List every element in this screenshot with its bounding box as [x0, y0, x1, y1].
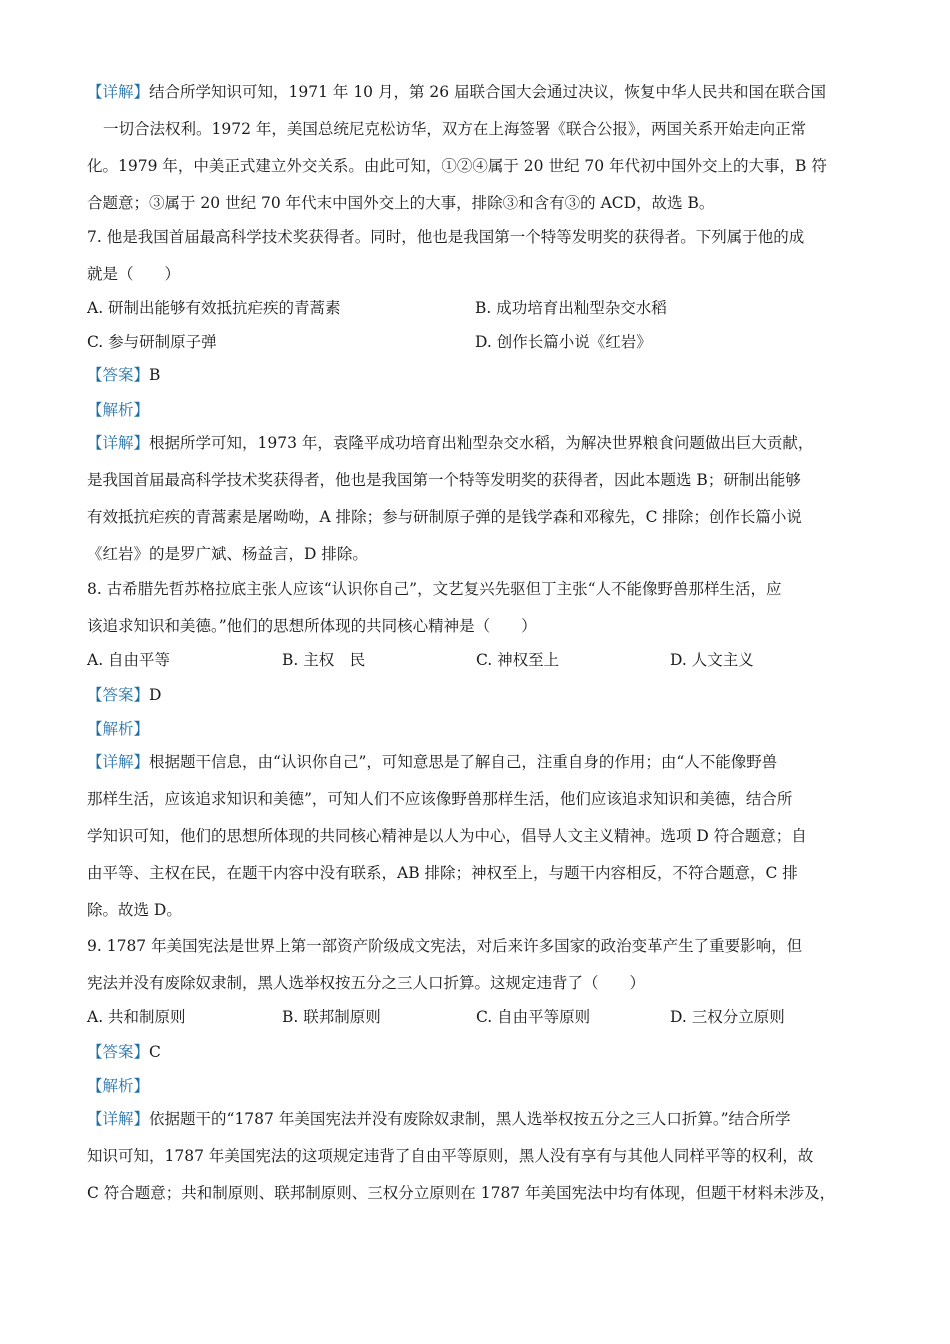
paragraph-line: 一切合法权利。1972 年，美国总统尼克松访华，双方在上海签署《联合公报》，两国关系开始走向正常	[103, 120, 807, 138]
question-stem: 8. 古希腊先哲苏格拉底主张人应该“认识你自己”，文艺复兴先驱但丁主张“人不能像野兽那样生活，应	[87, 580, 782, 598]
answer-line	[87, 683, 161, 705]
detail-text: 根据所学可知，1973 年，袁隆平成功培育出籼型杂交水稻，为解决世界粮食问题做出巨大贡献，	[149, 434, 814, 452]
paragraph-line: 化。1979 年，中美正式建立外交关系。由此可知，①②④属于 20 世纪 70 年代初中国外交上的大事，B 符	[87, 157, 827, 175]
detail-text: 结合所学知识可知，1971 年 10 月，第 26 届联合国大会通过决议，恢复中华人民共和国在联合国	[149, 83, 827, 101]
paragraph-line	[87, 80, 826, 102]
detail-tag: 【详解】	[87, 434, 150, 452]
option-a: A. 研制出能够有效抵抗疟疾的青蒿素	[87, 299, 341, 317]
paragraph-line: 合题意；③属于 20 世纪 70 年代末中国外交上的大事，排除③和含有③的 ACD，故选 B。	[87, 194, 715, 212]
analysis-tag: 【解析】	[87, 1077, 150, 1095]
answer-line	[87, 363, 160, 385]
paragraph-line	[87, 431, 813, 453]
option-a: A. 共和制原则	[87, 1008, 186, 1026]
option-c: C. 自由平等原则	[476, 1008, 591, 1026]
option-d: D. 三权分立原则	[670, 1008, 785, 1026]
option-b: B. 主权 民	[282, 651, 366, 669]
answer-value: B	[149, 366, 161, 384]
option-d: D. 人文主义	[670, 651, 754, 669]
paragraph-line	[87, 750, 777, 772]
paragraph-line: 那样生活，应该追求知识和美德”，可知人们不应该像野兽那样生活，他们应该追求知识和美德，结合所	[87, 790, 793, 808]
question-stem: 宪法并没有废除奴隶制，黑人选举权按五分之三人口折算。这规定违背了（ ）	[87, 974, 646, 992]
detail-tag: 【详解】	[87, 753, 150, 771]
paragraph-line: 除。故选 D。	[87, 901, 182, 919]
detail-tag: 【详解】	[87, 1110, 150, 1128]
analysis-tag: 【解析】	[87, 720, 150, 738]
answer-line	[87, 1040, 161, 1062]
detail-text: 根据题干信息，由“认识你自己”，可知意思是了解自己，注重自身的作用；由“人不能像野兽	[149, 753, 778, 771]
option-c: C. 参与研制原子弹	[87, 333, 217, 351]
paragraph-line: 由平等、主权在民，在题干内容中没有联系，AB 排除；神权至上，与题干内容相反，不符合题意，C 排	[87, 864, 798, 882]
question-stem: 9. 1787 年美国宪法是世界上第一部资产阶级成文宪法，对后来许多国家的政治变革产生了重要影响，但	[87, 937, 803, 955]
option-b: B. 成功培育出籼型杂交水稻	[475, 299, 667, 317]
answer-value: C	[149, 1043, 161, 1061]
option-a: A. 自由平等	[87, 651, 171, 669]
paragraph-line: 是我国首届最高科学技术奖获得者，他也是我国第一个特等发明奖的获得者，因此本题选 B；研制出能够	[87, 471, 801, 489]
detail-text: 依据题干的“1787 年美国宪法并没有废除奴隶制，黑人选举权按五分之三人口折算。”结合所学	[149, 1110, 791, 1128]
answer-tag: 【答案】	[87, 1043, 150, 1061]
paragraph-line: 知识可知，1787 年美国宪法的这项规定违背了自由平等原则，黑人没有享有与其他人同样平等的权利，故	[87, 1147, 814, 1165]
answer-tag: 【答案】	[87, 366, 150, 384]
paragraph-line: 学知识可知，他们的思想所体现的共同核心精神是以人为中心，倡导人文主义精神。选项 D 符合题意；自	[87, 827, 807, 845]
option-d: D. 创作长篇小说《红岩》	[475, 333, 652, 351]
paragraph-line: 《红岩》的是罗广斌、杨益言，D 排除。	[87, 545, 368, 563]
option-b: B. 联邦制原则	[282, 1008, 381, 1026]
answer-tag: 【答案】	[87, 686, 150, 704]
analysis-tag: 【解析】	[87, 401, 150, 419]
answer-value: D	[149, 686, 162, 704]
question-stem: 该追求知识和美德。”他们的思想所体现的共同核心精神是（ ）	[87, 617, 537, 635]
paragraph-line	[87, 1107, 791, 1129]
question-stem: 7. 他是我国首届最高科学技术奖获得者。同时，他也是我国第一个特等发明奖的获得者。下列属于他的成	[87, 228, 805, 246]
paragraph-line: C 符合题意；共和制原则、联邦制原则、三权分立原则在 1787 年美国宪法中均有体现，但题干材料未涉及，	[87, 1184, 836, 1202]
option-c: C. 神权至上	[476, 651, 560, 669]
question-stem: 就是（ ）	[87, 265, 181, 283]
paragraph-line: 有效抵抗疟疾的青蒿素是屠呦呦，A 排除；参与研制原子弹的是钱学森和邓稼先，C 排除；创作长篇小说	[87, 508, 802, 526]
detail-tag: 【详解】	[87, 83, 150, 101]
